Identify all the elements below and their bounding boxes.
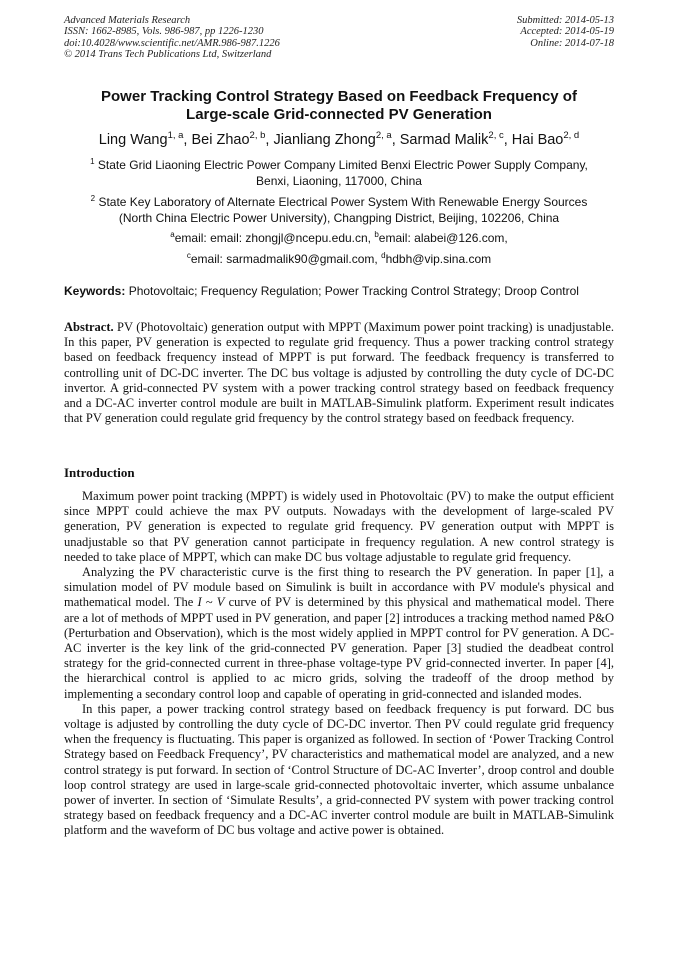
- copyright-line: © 2014 Trans Tech Publications Ltd, Switzerland: [64, 49, 272, 61]
- issn-line: ISSN: 1662-8985, Vols. 986-987, pp 1226-1230: [64, 26, 264, 38]
- keywords-text: Photovoltaic; Frequency Regulation; Power Tracking Control Strategy; Droop Control: [125, 284, 579, 298]
- affiliation-line: Benxi, Liaoning, 117000, China: [256, 173, 422, 188]
- paragraph: [64, 565, 614, 702]
- paragraph: In this paper, a power tracking control strategy based on feedback frequency is put forward. DC bus voltage is adjusted by controlling the duty cycle of DC-DC invertor. Then PV could regulate grid frequency when the frequency is fluctuating. This paper is organized as followed. In section of ‘Power Tracking Control Strategy based on Feedback Frequency’, PV characteristics and mathematical model are analyzed, and a new control strategy is put forward. In section of ‘Control Structure of DC-AC Inverter’, droop control and double loop control strategy are used in large-scale grid-connected photovoltaic inverter, which assume unbalance power of inverter. In section of ‘Simulate Results’, a grid-connected PV system with power tracking control strategy based on feedback frequency and a DC-AC inverter control module are built in MATLAB-Simulink platform and the waveform of DC bus voltage and active power is obtained.: [64, 701, 614, 838]
- paper-title: [64, 88, 614, 124]
- email-text[interactable]: email: sarmadmalik90@gmail.com,: [190, 252, 382, 266]
- email-text[interactable]: email: email: zhongjl@ncepu.edu.cn,: [174, 231, 375, 245]
- affiliation-line: (North China Electric Power University), Changping District, Beijing, 102206, China: [118, 210, 560, 225]
- email-mark: d: [381, 251, 386, 260]
- paragraph-text: ~: [201, 595, 217, 610]
- doi-line[interactable]: doi:10.4028/www.scientific.net/AMR.986-987.1226: [64, 37, 280, 49]
- accepted-date: Accepted: 2014-05-19: [520, 26, 614, 38]
- current-symbol: I: [197, 595, 202, 610]
- paragraph-text: curve of PV is determined by this physical and mathematical model. There are a lot of methods of MPPT used in PV generation, and paper [2] introduces a tracking method named P&O (Perturbation and Observation), which is the most widely applied in MPPT control for PV generation. A DC-AC inverter is the key link of the grid-connected PV generation. Paper [3] studied the deadbeat control strategy for the grid-connected current in three-phase voltage-type PV grid-connected inverter. In paper [4], the hierarchical control is applied to ac micro grids, solving the tradeoff of the droop method by implementing a secondary control loop and capable of operating in grid-connected and islanded modes.: [64, 595, 615, 701]
- author-name: Sarmad Malik: [399, 131, 489, 148]
- affiliation-line: State Grid Liaoning Electric Power Company Limited Benxi Electric Power Supply Company,: [97, 158, 588, 172]
- author-name: Hai Bao: [511, 131, 564, 148]
- online-date: Online: 2014-07-18: [530, 37, 614, 49]
- title-line-1: Power Tracking Control Strategy Based on Feedback Frequency of: [101, 88, 577, 105]
- author-name: Ling Wang: [98, 131, 168, 148]
- submitted-date: Submitted: 2014-05-13: [516, 15, 614, 26]
- email-text[interactable]: email: alabei@126.com,: [378, 231, 508, 245]
- introduction-body: [64, 489, 614, 839]
- email-line-1: [64, 227, 614, 247]
- affiliation-number: 1: [90, 157, 95, 166]
- author-affil-mark: 2, a: [375, 130, 392, 141]
- journal-info: [64, 15, 280, 61]
- abstract: [64, 320, 614, 426]
- section-heading-introduction: Introduction: [64, 465, 135, 480]
- paragraph-text: Analyzing the PV characteristic curve is the first thing to research the PV generation. In paper [1], a simulation model of PV module based on Simulink is built in accordance with PV module's physical and mathematical model. The: [64, 565, 614, 610]
- publication-dates: [517, 15, 614, 49]
- keywords: [64, 284, 624, 299]
- author-affil-mark: 2, b: [249, 130, 266, 141]
- author-name: Bei Zhao: [191, 131, 250, 148]
- author-affil-mark: 1, a: [167, 130, 184, 141]
- affiliation-number: 2: [90, 194, 96, 203]
- author-list: Ling Wang$^{1, a}$, Bei Zhao$^{2, b}$, Jianliang Zhong$^{2, a}$, Sarmad Malik$^{2, c}$, Hai Bao$^{2, d}$: [98, 130, 580, 148]
- email-mark: b: [374, 230, 379, 239]
- title-line-2: Large-scale Grid-connected PV Generation: [186, 106, 492, 123]
- abstract-text: PV (Photovoltaic) generation output with MPPT (Maximum power point tracking) is unadjustable. In this paper, PV generation is expected to regulate grid frequency. Thus a power tracking control strategy based on feedback frequency instead of MPPT is put forward. The feedback frequency is transferred to controlling unit of DC-DC inverter. The DC bus voltage is adjusted by controlling the duty cycle of DC-DC invertor. A grid-connected PV system with a power tracking control strategy based on feedback frequency and a DC-AC inverter control module are built in MATLAB-Simulink platform. Experiment result indicates that PV generation could regulate grid frequency by the control strategy based on feedback frequency.: [64, 320, 614, 426]
- affiliation-2: [64, 191, 614, 226]
- voltage-symbol: V: [216, 595, 225, 610]
- keywords-label: Keywords:: [64, 284, 126, 298]
- email-line-2: [64, 248, 614, 268]
- journal-name: Advanced Materials Research: [64, 15, 191, 26]
- affiliation-line: State Key Laboratory of Alternate Electrical Power System With Renewable Energy Sources: [98, 195, 588, 209]
- author-affil-mark: 2, d: [563, 130, 580, 141]
- affiliation-1: [64, 154, 614, 189]
- abstract-label: Abstract.: [64, 320, 114, 334]
- author-name: Jianliang Zhong: [273, 131, 376, 148]
- paragraph: Maximum power point tracking (MPPT) is widely used in Photovoltaic (PV) to make the output efficient since MPPT could achieve the max PV outputs. Nowadays with the development of large-scaled PV generation, PV generation is expected to regulate grid frequency. PV generation output with MPPT is unadjustable so that PV generation cannot participate in frequency regulation. A new control strategy is needed to take place of MPPT, which can make DC bus voltage adjustable to regulate grid frequency.: [64, 489, 614, 564]
- email-mark: a: [170, 230, 175, 239]
- email-text[interactable]: hdbh@vip.sina.com: [385, 252, 492, 266]
- author-affil-mark: 2, c: [488, 130, 504, 141]
- email-mark: c: [186, 251, 191, 260]
